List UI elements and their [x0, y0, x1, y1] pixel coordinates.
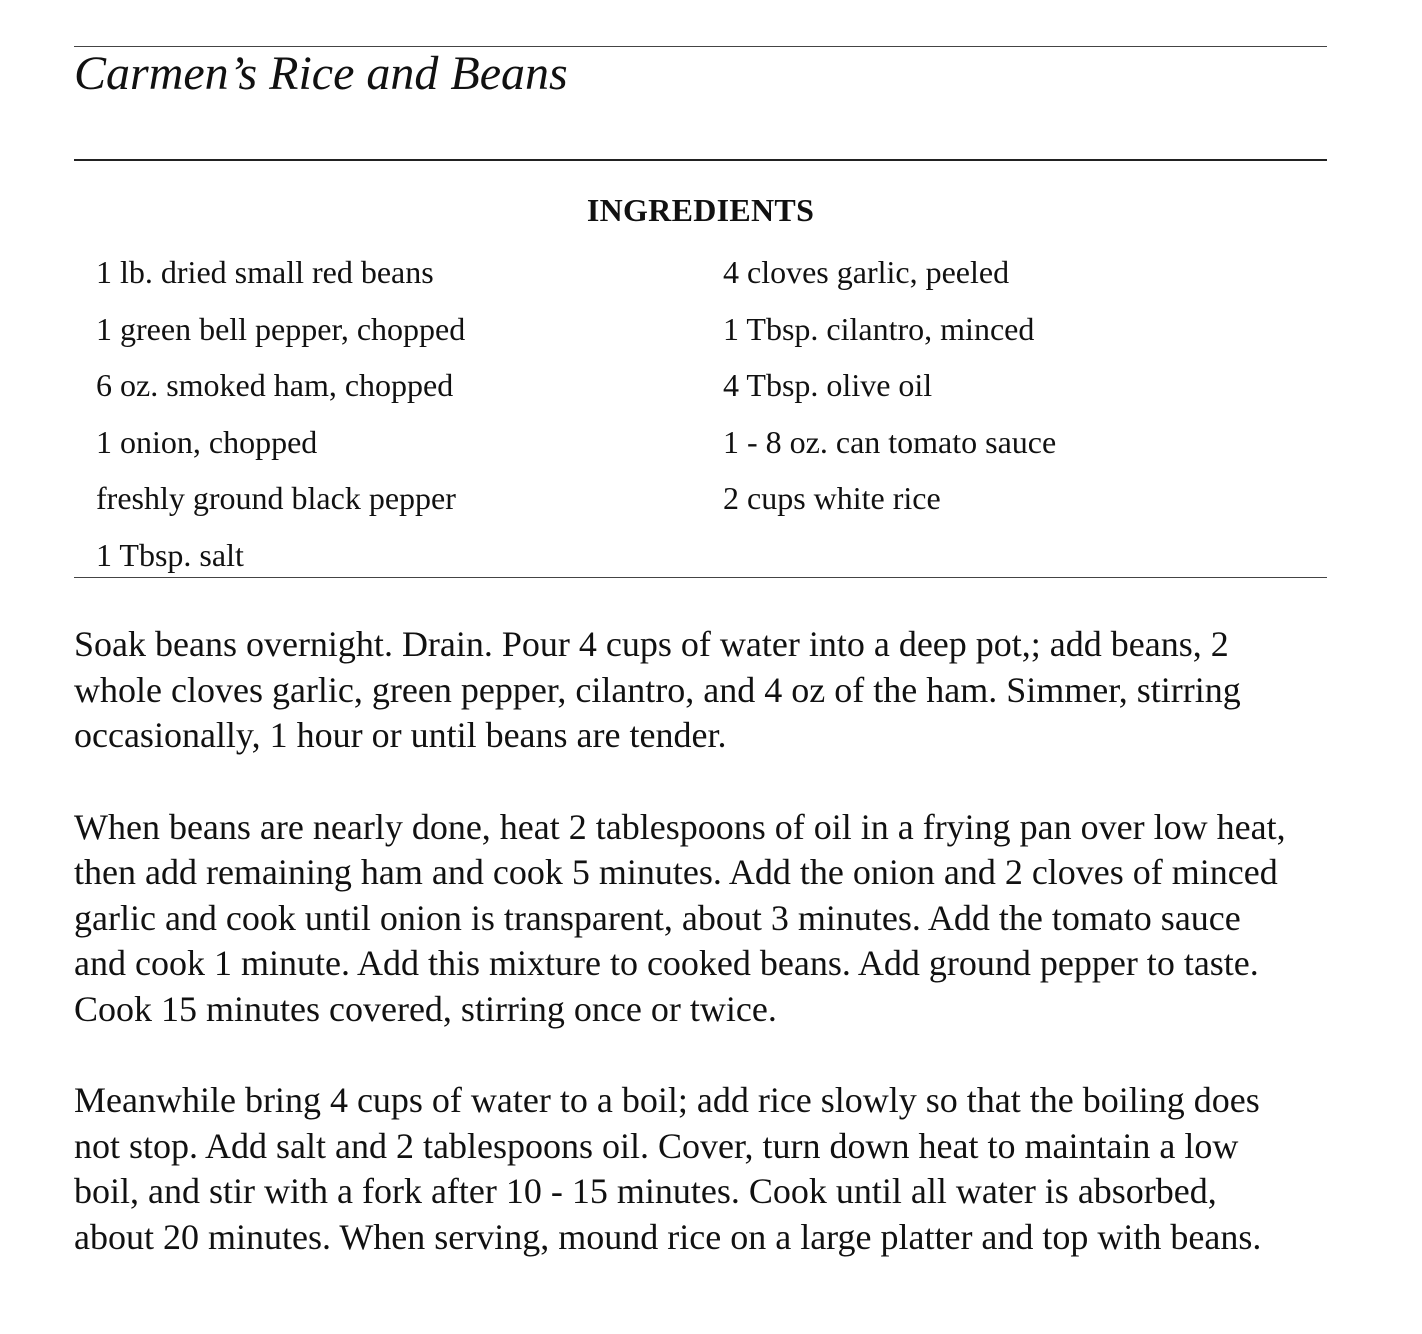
instructions	[74, 622, 1327, 1306]
instruction-paragraph: Soak beans overnight. Drain. Pour 4 cups of water into a deep pot,; add beans, 2 whole cloves garlic, green pepper, cilantro, and 4 oz of the ham. Simmer, stirring occasionally, 1 hour or until beans are tender.	[74, 624, 1241, 755]
ingredients-heading: INGREDIENTS	[586, 192, 815, 228]
instruction-paragraph: When beans are nearly done, heat 2 tablespoons of oil in a frying pan over low heat, then add remaining ham and cook 5 minutes. Add the onion and 2 cloves of minced garlic and cook until onion is transparent, about 3 minutes. Add the tomato sauce and cook 1 minute. Add this mixture to cooked beans. Add ground pepper to taste. Cook 15 minutes covered, stirring once or twice.	[74, 806, 1286, 1029]
recipe-page	[74, 0, 1327, 1334]
ingredients-left-column	[96, 244, 465, 583]
ingredient-item: 1 Tbsp. salt	[96, 536, 244, 573]
ingredients-right-column	[723, 244, 1056, 527]
instruction-paragraph: Meanwhile bring 4 cups of water to a boil; add rice slowly so that the boiling does not stop. Add salt and 2 tablespoons oil. Cover, turn down heat to maintain a low boil, and stir with a fork after 10 - 15 minutes. Cook until all water is absorbed, about 20 minutes. When serving, mound rice on a large platter and top with beans.	[74, 1080, 1262, 1257]
ingredient-item: 1 onion, chopped	[96, 423, 318, 460]
ingredient-item: 1 green bell pepper, chopped	[96, 310, 466, 347]
ingredient-item: 6 oz. smoked ham, chopped	[96, 367, 454, 403]
ingredient-item: 1 lb. dried small red beans	[96, 254, 434, 290]
recipe-title: Carmen’s Rice and Beans	[74, 47, 568, 100]
ingredient-item: 4 cloves garlic, peeled	[723, 254, 1010, 290]
ingredient-item: freshly ground black pepper	[96, 480, 456, 516]
ingredient-item: 4 Tbsp. olive oil	[723, 367, 933, 403]
ingredients-divider	[74, 577, 1327, 578]
ingredient-item: 1 - 8 oz. can tomato sauce	[723, 423, 1057, 460]
ingredient-item: 1 Tbsp. cilantro, minced	[723, 310, 1035, 347]
ingredient-item: 2 cups white rice	[723, 480, 941, 516]
title-divider	[74, 159, 1327, 161]
